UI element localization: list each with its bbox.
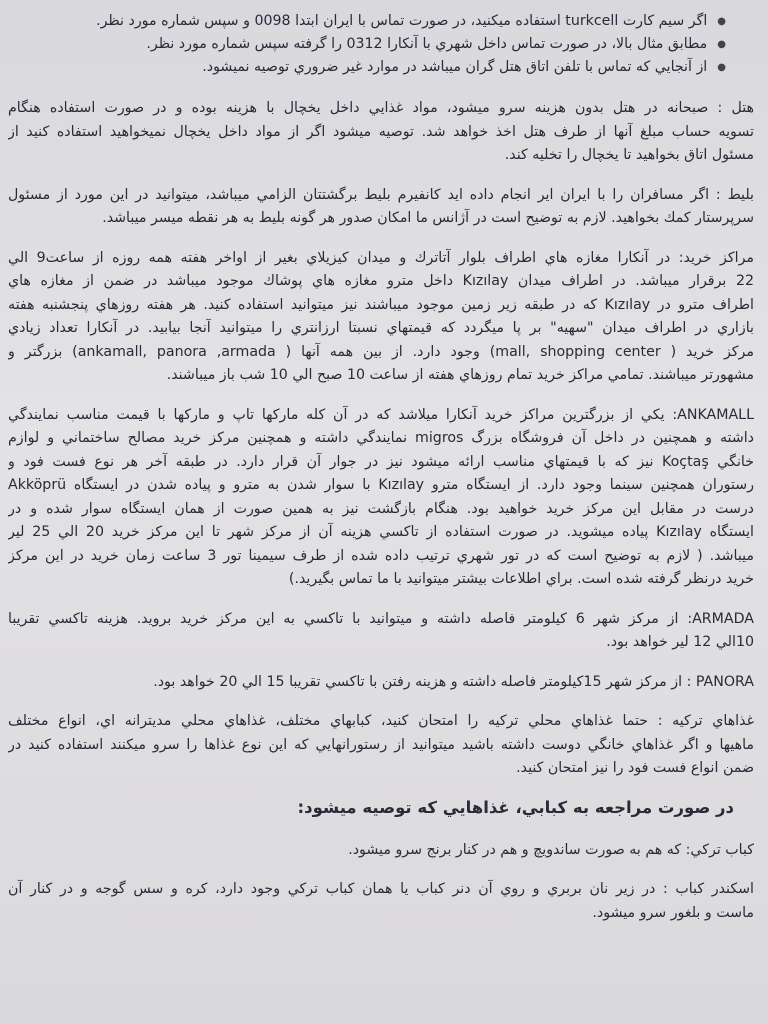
bullet-icon: ● [717,62,726,73]
text-line: PANORA : از مركز شهر 15كيلومتر فاصله داشته و هزينه رفتن با تاكسي تقريبا 15 الي 20 خواهد بود. [153,673,754,690]
phone-tips-list [8,10,754,79]
text-line: خانگي Koçtaş نيز كه با قيمتهاي مناسب ارائه ميشود نيز در جوار آن قرار دارد. در طبقه آخر هر نوع فست فود و [8,453,754,470]
iskender-kebab-item [8,878,754,925]
text-line: خريد درنظر گرفته شده است. براي اطلاعات بيشتر ميتوانيد با ما تماس بگيريد.) [288,571,754,587]
text-line: بليط : اگر مسافران را با ايران اير انجام داده ايد كانفيرم بليط برگشتتان الزامي ميباشد، ميتوانيد در اين مورد از مسئول [8,186,754,203]
text-line: تسويه حساب مبلغ آنها از طرف هتل اخذ خواهد شد. توصيه ميشود اگر از مواد داخل يخچال نميخواهيد استفاده كنيد از [8,123,754,140]
text-line: بازاري در اطراف ميدان "سهيه" بر پا ميگردد كه قيمتهاي نسبتا ارزانتري را ميتوانيد آنجا بيابيد. در آنكارا تعداد زيادي [8,320,754,336]
text-line: رستوران همچنين سينما وجود دارد. از ايستگاه مترو Kızılay با سوار شدن به مترو و پياده شدن در ايستگاه Akköprü [8,477,754,493]
text-line: ضمن انواع فست فود را نيز امتحان كنيد. [516,760,754,776]
text-line: مراكز خريد: در آنكارا مغازه هاي اطراف بلوار آتاترك و ميدان كيزيلاي بغير از اواخر هفته همه روزه از ساعت9 الي [8,249,754,266]
armada-paragraph [8,608,754,655]
list-item: ● اگر سیم کارت turkcell استفاده میکنید، در صورت تماس با ایران ابتدا 0098 و سپس شماره مورد نظر. [8,10,726,33]
text-line: مركز خريد ( mall, shopping center) وجود دارد. از بين همه آنها ( ankamall, panora ,armada) بزرگتر و [8,343,754,360]
text-line: 22 برقرار ميباشد. در اطراف ميدان Kızılay داخل مترو مغازه هاي پوشاك موجود ميباشد در ضمن از مغازه هاي [8,273,754,289]
turkish-kebab-item [8,839,754,863]
text-line: مسئول اتاق بخواهيد تا يخچال را تخليه كند. [504,147,754,163]
text-line: سرپرستار كمك بخواهيد. لازم به توضيح است در آژانس ما امكان صدور هر گونه بليط به هر نقطه ميسر ميباشد. [102,210,754,226]
text-line: هتل : صبحانه در هتل بدون هزينه سرو ميشود، مواد غذايي داخل يخچال با هزينه بوده و در صورت استفاده هنگام [8,100,754,116]
text-line: 10الي 12 لير خواهد بود. [606,634,754,650]
text-line: ANKAMALL: يكي از بزرگترين مراكز خريد آنكارا ميلاشد كه در آن كله ماركها تاپ و ماركها با قيمت مناسب نمايندگي [8,406,754,423]
shopping-centers-paragraph [8,247,754,388]
panora-paragraph [8,671,754,695]
text-line: ARMADA: از مركز شهر 6 كيلومتر فاصله داشته و ميتوانيد با تاكسي به اين مركز خريد برويد. هزينه تاكسي تقريبا [8,610,754,627]
list-item: ● از آنجايي كه تماس با تلفن اتاق هتل گران ميباشد در موارد غير ضروري توصيه نميشود. [8,56,726,79]
text-line: ايستگاه Kızılay پياده ميشويد. در صورت استفاده از تاكسي هزينه آن از مركز شهر تا اين مركز خريد 20 الي 25 لير [8,524,754,540]
list-item: ● مطابق مثال بالا، در صورت تماس داخل شهري با آنکارا 0312 را گرفته سپس شماره مورد نظر. [8,33,726,56]
turkish-food-paragraph [8,710,754,781]
bullet-icon: ● [717,39,726,50]
text-line: غذاهاي تركيه : حتما غذاهاي محلي تركيه را امتحان كنيد، كبابهاي مختلف، غذاهاي محلي مديترانه اي، انواع مختلف [8,713,754,729]
text-line: ماست و بلغور سرو ميشود. [592,904,754,921]
kebab-section-heading: در صورت مراجعه به كبابي، غذاهايي كه توصيه ميشود: [297,797,734,817]
hotel-paragraph [8,97,754,168]
ankamall-paragraph [8,404,754,592]
text-line: اطراف مترو در Kızılay كه در طبقه زير زمين موجود ميباشند نيز ميتوانيد استفاده كنيد. هر هفته روزهاي پنجشنبه هفته [8,296,754,313]
bullet-icon: ● [717,16,726,27]
text-line: ماهيها و اگر غذاهاي خانگي دوست داشته باشيد ميتوانيد از رستورانهايي كه اين نوع غذاها را سرو ميكنند استفاده كنيد در [8,736,754,753]
text-line: ميباشد. ( لازم به توضيح است كه در تور شهري ترتيب داده شده از طرف سيمينا تور 3 ساعت زمان خريد در اين مركز [8,547,754,564]
text-line: درست در مقابل اين مركز خريد خواهيد بود. هنگام بازگشت نيز به همين صورت از همان ايستگاه سوار شده و در [8,500,754,517]
text-line: كباب تركي: كه هم به صورت ساندويچ و هم در كنار برنج سرو ميشود. [348,841,754,858]
text-line: اسكندر كباب : در زير نان بربري و روي آن دنر كباب يا همان كباب تركي وجود دارد، كره و سس گوجه و در كنار آن [8,881,754,897]
text-line: مشهورتر ميباشند. تمامي مراكز خريد تمام روزهاي هفته از ساعت 10 صبح الي 10 شب باز ميباشند. [166,367,754,383]
text-line: داشته و همچنين در داخل آن فروشگاه بزرگ migros نمايندگي داشته و همچنين مركز خريد مصالح ساختماني و لوازم [8,430,754,446]
ticket-paragraph [8,184,754,231]
